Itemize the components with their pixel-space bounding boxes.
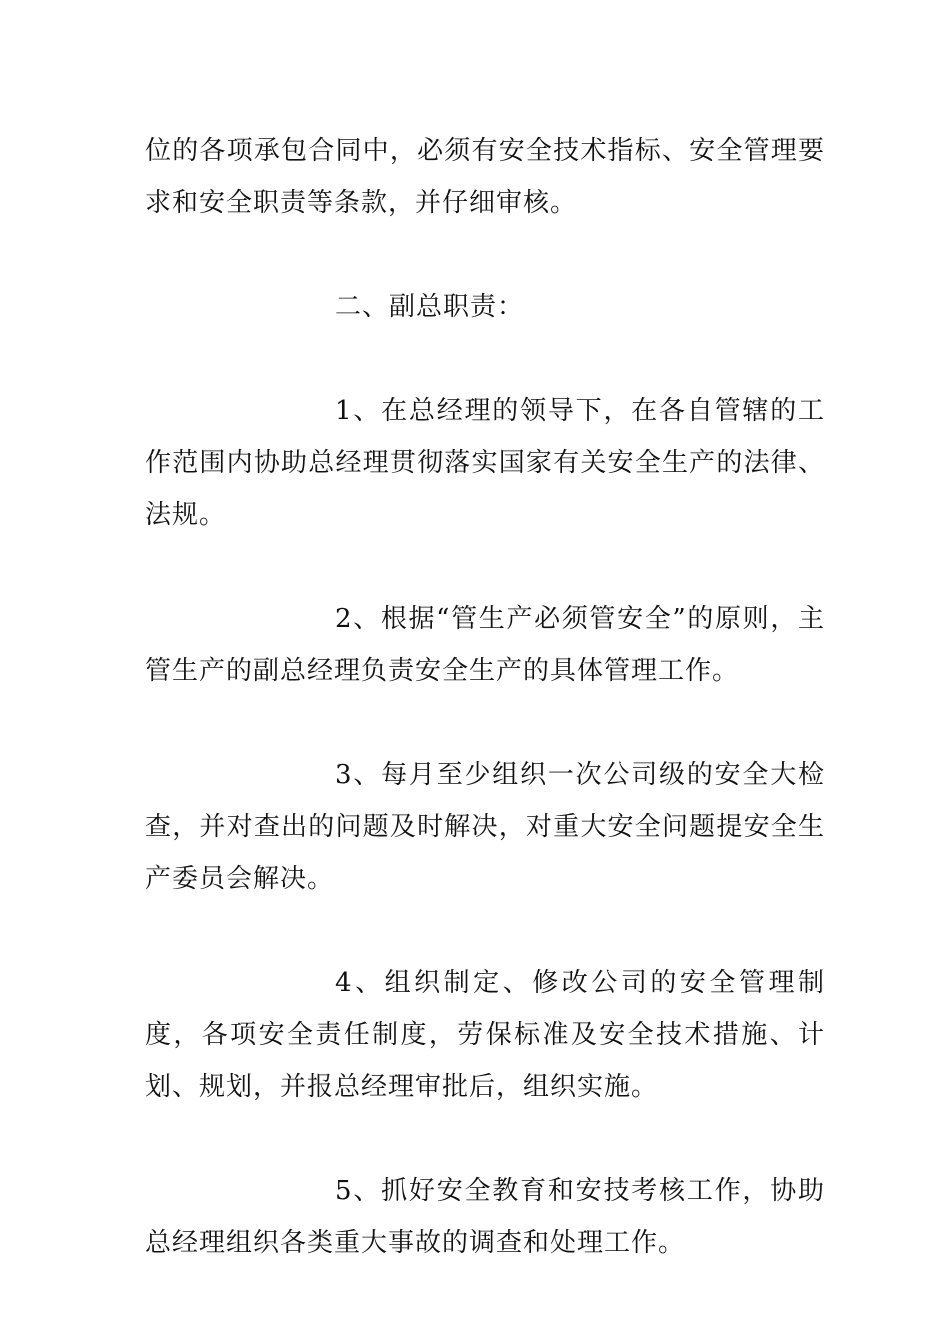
paragraph-duty-5: 5、抓好安全教育和安技考核工作，协助总经理组织各类重大事故的调查和处理工作。 xyxy=(145,1176,825,1258)
paragraph-duty-3: 3、每月至少组织一次公司级的安全大检查，并对查出的问题及时解决，对重大安全问题提安全生产委员会解决。 xyxy=(145,760,825,894)
paragraph-duty-1: 1、在总经理的领导下，在各自管辖的工作范围内协助总经理贯彻落实国家有关安全生产的法律、法规。 xyxy=(145,396,825,530)
paragraph-duty-4: 4、组织制定、修改公司的安全管理制度，各项安全责任制度，劳保标准及安全技术措施、计划、规划，并报总经理审批后，组织实施。 xyxy=(145,968,825,1102)
section-heading-deputy-duties: 二、副总职责： xyxy=(335,292,525,322)
paragraph-duty-2: 2、根据“管生产必须管安全”的原则，主管生产的副总经理负责安全生产的具体管理工作。 xyxy=(145,604,825,686)
document-body xyxy=(145,125,825,1269)
paragraph-contract-clauses: 位的各项承包合同中，必须有安全技术指标、安全管理要求和安全职责等条款，并仔细审核。 xyxy=(145,136,825,218)
